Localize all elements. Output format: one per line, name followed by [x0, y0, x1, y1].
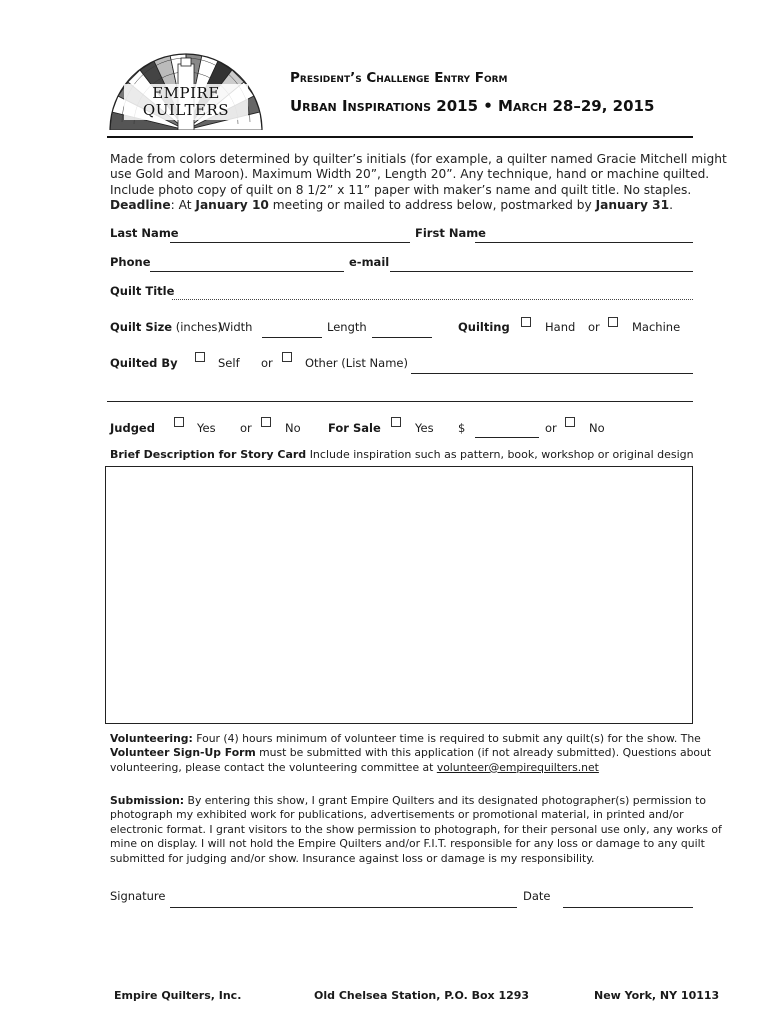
event-subtitle: Urban Inspirations 2015 • March 28–29, 2015: [290, 97, 655, 115]
volunteering-text: Four (4) hours minimum of volunteer time is required to submit any quilt(s) for the show. The: [192, 732, 701, 745]
footer-city: New York, NY 10113: [594, 989, 720, 1002]
or-label: or: [588, 320, 600, 334]
hand-label: Hand: [545, 320, 576, 334]
volunteering-line: [110, 746, 712, 760]
date-field[interactable]: [563, 907, 693, 908]
brief-description-row: [110, 448, 694, 461]
self-label: Self: [218, 356, 240, 370]
footer-org: Empire Quilters, Inc.: [114, 989, 242, 1002]
date-label: Date: [523, 889, 551, 903]
length-label: Length: [327, 320, 367, 334]
submission-label: Submission:: [110, 794, 185, 807]
email-field[interactable]: [390, 271, 693, 272]
intro-paragraph: [110, 152, 727, 214]
machine-label: Machine: [632, 320, 681, 334]
form-title: President’s Challenge Entry Form: [290, 70, 508, 86]
judged-yes-checkbox[interactable]: [174, 417, 184, 427]
quilted-by-other-checkbox[interactable]: [282, 352, 292, 362]
footer-address: Old Chelsea Station, P.O. Box 1293: [314, 989, 530, 1002]
volunteering-label: Volunteering:: [110, 732, 193, 745]
deadline-text: meeting or mailed to address below, postmarked by: [268, 198, 596, 213]
quilted-by-self-checkbox[interactable]: [195, 352, 205, 362]
or-label: or: [261, 356, 273, 370]
volunteering-line: [110, 761, 700, 775]
volunteering-text: must be submitted with this application (if not already submitted). Questions about: [255, 746, 712, 760]
for-sale-no-checkbox[interactable]: [565, 417, 575, 427]
last-name-field[interactable]: [170, 242, 410, 243]
quilt-size-label: Quilt Size: [110, 320, 173, 334]
submission-paragraph: [110, 794, 722, 866]
deadline-date-meeting: January 10: [195, 198, 269, 213]
quilt-size-unit: (inches): [175, 320, 222, 334]
quilting-label: Quilting: [458, 320, 510, 334]
deadline-text: .: [669, 198, 673, 213]
other-name-field-continued[interactable]: [107, 401, 693, 402]
deadline-date-postmark: January 31: [595, 198, 670, 213]
empire-quilters-logo: [102, 50, 270, 132]
width-field[interactable]: [262, 337, 322, 338]
width-label: Width: [219, 320, 253, 334]
volunteering-line: [110, 732, 700, 746]
deadline-text: : At: [170, 198, 196, 213]
no-label: No: [589, 421, 605, 435]
submission-line: photograph my exhibited work for publications, advertisements or promotional material, in printed and/or: [110, 808, 684, 822]
volunteer-form-label: Volunteer Sign-Up Form: [110, 746, 256, 760]
no-label: No: [285, 421, 301, 435]
quilting-machine-checkbox[interactable]: [608, 317, 618, 327]
submission-line: [110, 794, 707, 808]
judged-label: Judged: [110, 421, 155, 435]
email-label: e-mail: [349, 255, 390, 269]
quilt-title-field[interactable]: [172, 299, 693, 300]
brief-description-label: Brief Description for Story Card: [110, 448, 307, 461]
yes-label: Yes: [197, 421, 216, 435]
logo-text-quilters: QUILTERS: [142, 101, 230, 119]
dollar-label: $: [458, 421, 466, 435]
for-sale-yes-checkbox[interactable]: [391, 417, 401, 427]
quilting-hand-checkbox[interactable]: [521, 317, 531, 327]
other-label: Other (List Name): [305, 356, 408, 370]
other-name-field[interactable]: [411, 373, 693, 374]
last-name-label: Last Name: [110, 226, 179, 240]
judged-no-checkbox[interactable]: [261, 417, 271, 427]
length-field[interactable]: [372, 337, 432, 338]
phone-field[interactable]: [150, 271, 344, 272]
deadline-label: Deadline: [110, 198, 171, 213]
for-sale-label: For Sale: [328, 421, 381, 435]
signature-field[interactable]: [170, 907, 517, 908]
volunteering-paragraph: [110, 732, 712, 775]
yes-label: Yes: [415, 421, 434, 435]
volunteering-text: volunteering, please contact the volunteering committee at: [110, 760, 437, 774]
quilt-size-row: [110, 320, 222, 334]
quilt-title-label: Quilt Title: [110, 284, 175, 298]
quilted-by-label: Quilted By: [110, 356, 178, 370]
submission-line: electronic format. I grant visitors to the show permission to photograph, for their personal use only, any works of: [110, 822, 722, 836]
or-label: or: [545, 421, 557, 435]
price-field[interactable]: [475, 437, 539, 438]
submission-line: mine on display. I will not hold the Empire Quilters and/or F.I.T. responsible for any loss or damage to any quilt: [110, 837, 705, 851]
phone-label: Phone: [110, 255, 151, 269]
first-name-label: First Name: [415, 226, 486, 240]
brief-description-hint: Include inspiration such as pattern, book, workshop or original design: [309, 448, 694, 461]
logo-text-empire: EMPIRE: [152, 84, 220, 102]
intro-line: Include photo copy of quilt on 8 1/2” x 11” paper with maker’s name and quilt title. No staples.: [110, 182, 692, 197]
submission-line: submitted for judging and/or show. Insurance against loss or damage is my responsibility.: [110, 851, 595, 865]
intro-line: Made from colors determined by quilter’s initials (for example, a quilter named Gracie Mitchell might: [110, 152, 727, 166]
first-name-field[interactable]: [475, 242, 693, 243]
submission-text: By entering this show, I grant Empire Quilters and its designated photographer(s) permission to: [184, 794, 707, 807]
signature-label: Signature: [110, 889, 166, 903]
or-label: or: [240, 421, 252, 435]
deadline-line: [110, 198, 700, 213]
brief-description-box[interactable]: [105, 466, 693, 724]
header-rule: [107, 136, 693, 138]
intro-line: use Gold and Maroon). Maximum Width 20”, Length 20”. Any technique, hand or machine quilted.: [110, 167, 710, 182]
volunteer-email-link[interactable]: volunteer@empirequilters.net: [436, 760, 599, 774]
